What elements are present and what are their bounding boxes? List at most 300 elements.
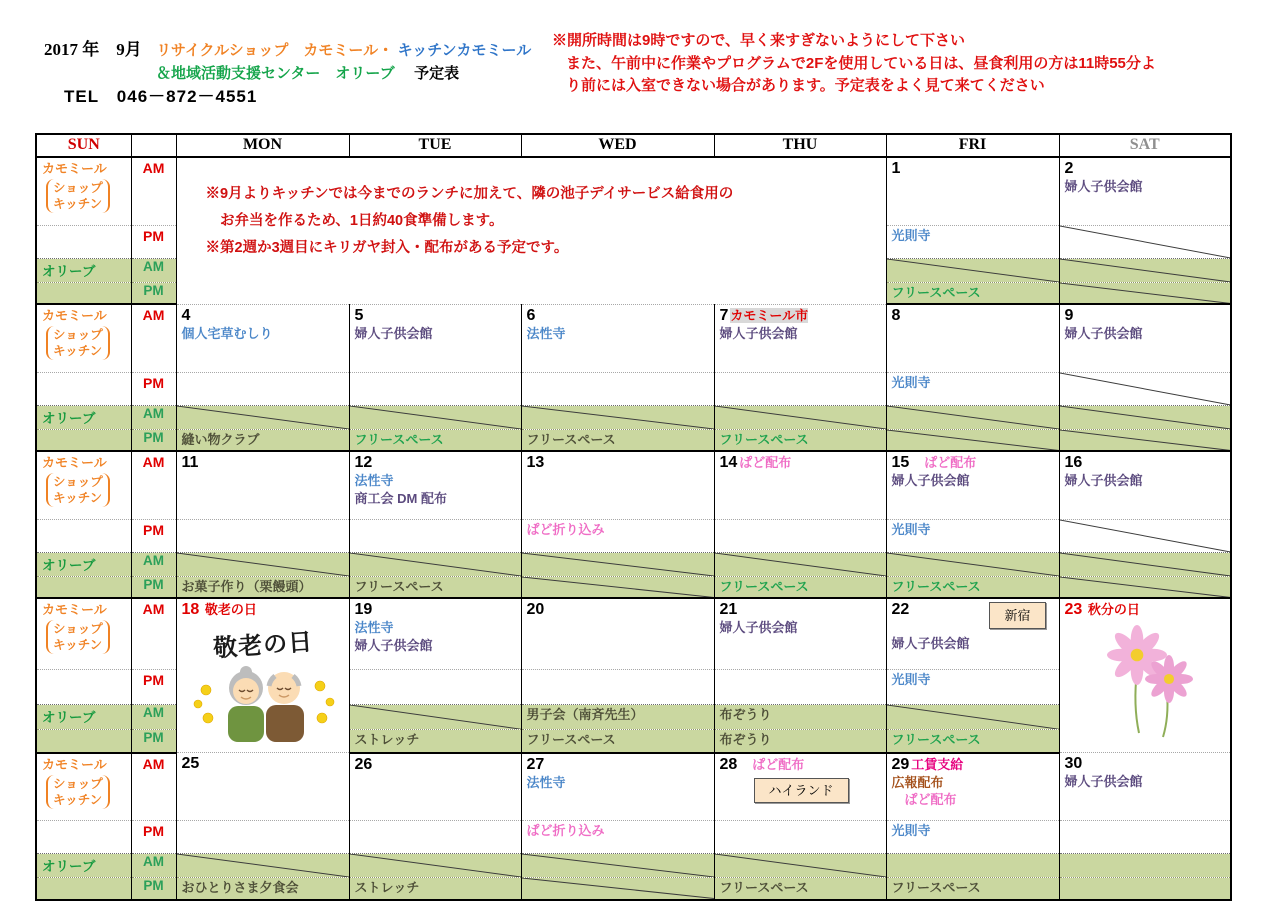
cell-mon-am xyxy=(176,451,349,519)
event-entry: 婦人子供会館 xyxy=(891,473,970,488)
shop-kitchen-bracket xyxy=(46,473,110,507)
closed-diagonal-line xyxy=(887,430,1059,451)
cell-thu-am xyxy=(714,451,886,519)
title-block xyxy=(44,38,531,109)
week-5-row xyxy=(36,878,1231,900)
cell-tue-olive-am xyxy=(349,405,521,429)
cell-sat-pm xyxy=(1059,225,1231,258)
olive-label: オリーブ xyxy=(42,263,96,279)
date-number: 14 xyxy=(719,454,738,471)
chamomile-label: カモミール xyxy=(42,161,107,176)
date-number: 7 xyxy=(719,306,729,324)
cosmos-illustration xyxy=(1085,623,1205,741)
closed-diagonal-line xyxy=(177,854,349,877)
kitchen-label: キッチン xyxy=(53,638,103,652)
event-entry: フリースペース xyxy=(891,578,981,594)
cell-wed-pm xyxy=(521,519,714,552)
pm-row-label: PM xyxy=(131,225,176,258)
cell-thu-pm xyxy=(714,669,886,704)
weekday-header-wed: WED xyxy=(521,134,714,157)
event-entry: フリースペース xyxy=(891,284,981,300)
event-entry: 婦人子供会館 xyxy=(1064,774,1143,789)
am-row-label: AM xyxy=(131,451,176,519)
event-entry: 婦人子供会館 xyxy=(891,636,970,651)
event-entry: 光則寺 xyxy=(891,823,931,838)
cell-fri-am xyxy=(886,451,1059,519)
closed-diagonal-line xyxy=(715,553,886,576)
title-center-name: ＆地域活動支援センター オリーブ xyxy=(156,65,395,82)
cell-sat-olive-am xyxy=(1059,552,1231,576)
closed-diagonal-line xyxy=(350,854,521,877)
date-number: 22 xyxy=(891,601,910,618)
shop-label: ショップ xyxy=(53,776,103,791)
closed-diagonal-line xyxy=(1060,406,1231,429)
date-number: 20 xyxy=(526,601,545,618)
date-number: 23 xyxy=(1064,601,1083,618)
weekday-header-tue: TUE xyxy=(349,134,521,157)
cell-mon-olive-pm xyxy=(176,576,349,598)
shop-label: ショップ xyxy=(53,622,103,636)
chamomile-label: カモミール xyxy=(42,756,107,772)
pm-row-label: PM xyxy=(131,372,176,405)
cell-fri-olive-am xyxy=(886,552,1059,576)
closed-diagonal-line xyxy=(1060,373,1231,405)
date-number: 25 xyxy=(181,755,200,772)
date-number: 2 xyxy=(1064,160,1074,177)
olive-label: オリーブ xyxy=(42,709,96,725)
kitchen-label: キッチン xyxy=(53,491,103,505)
cell-wed-olive-am xyxy=(521,704,714,729)
cell-tue-olive-pm xyxy=(349,878,521,900)
weekday-header-row xyxy=(36,134,1231,157)
cell-tue-am xyxy=(349,753,521,821)
cell-sat-olive-pm xyxy=(1059,282,1231,304)
cell-mon-olive-am xyxy=(176,552,349,576)
cell-thu-olive-pm xyxy=(714,429,886,451)
cell-fri-olive-pm xyxy=(886,878,1059,900)
weekday-header-sun: SUN xyxy=(36,134,131,157)
date-note: 工賃支給 xyxy=(911,756,964,772)
olive-pm-row-label: PM xyxy=(131,878,176,900)
olive-row-label xyxy=(36,854,131,878)
date-note: ぱど配布 xyxy=(739,455,792,470)
kitchen-notice-line: お弁当を作るため、1日約40食準備します。 xyxy=(205,213,504,229)
date-number: 19 xyxy=(354,601,373,618)
shop-label: ショップ xyxy=(53,328,103,342)
event-entry: 男子会（南斉先生） xyxy=(526,706,644,722)
week-3-row xyxy=(36,576,1231,598)
olive-am-row-label: AM xyxy=(131,405,176,429)
event-entry: 法性寺 xyxy=(354,473,394,488)
chamomile-label: カモミール xyxy=(42,602,107,617)
kitchen-label: キッチン xyxy=(53,792,103,807)
title-shop-name: リサイクルショップ カモミール・ xyxy=(156,42,394,59)
am-row-label: AM xyxy=(131,753,176,821)
week-3-row xyxy=(36,519,1231,552)
cell-tue-olive-pm xyxy=(349,729,521,752)
event-entry: 光則寺 xyxy=(891,227,931,243)
olive-row-label xyxy=(36,704,131,729)
chamomile-row-label-empty xyxy=(36,519,131,552)
event-entry: 光則寺 xyxy=(891,374,931,390)
cell-wed-am xyxy=(521,598,714,669)
olive-label: オリーブ xyxy=(42,557,96,573)
date-number: 18 xyxy=(181,601,200,618)
kitchen-label: キッチン xyxy=(53,197,103,211)
cell-sat-am xyxy=(1059,157,1231,225)
am-row-label: AM xyxy=(131,304,176,372)
date-number: 26 xyxy=(354,755,373,773)
week-1-row xyxy=(36,157,1231,225)
cell-sat-pm xyxy=(1059,372,1231,405)
olive-pm-row-label: PM xyxy=(131,282,176,304)
date-number: 11 xyxy=(181,454,199,471)
cell-sat-am xyxy=(1059,304,1231,372)
date-number: 5 xyxy=(354,306,364,324)
olive-row-label-empty xyxy=(36,878,131,900)
notice-line: また、午前中に作業やプログラムで2Fを使用している日は、昼食利用の方は11時55分よ xyxy=(566,54,1156,72)
closed-diagonal-line xyxy=(350,705,521,729)
cell-wed-olive-pm xyxy=(521,429,714,451)
cell-fri-am xyxy=(886,304,1059,372)
cell-wed-olive-am xyxy=(521,854,714,878)
cell-mon-olive-pm xyxy=(176,429,349,451)
olive-pm-row-label: PM xyxy=(131,576,176,598)
closed-diagonal-line xyxy=(887,553,1059,576)
shop-label: ショップ xyxy=(53,181,103,195)
title-suffix: 予定表 xyxy=(399,65,460,82)
cell-fri-olive-pm xyxy=(886,429,1059,451)
kitchen-notice-cell xyxy=(176,157,886,304)
cell-wed-olive-am xyxy=(521,405,714,429)
cell-sat-olive-pm xyxy=(1059,878,1231,900)
week-4-row xyxy=(36,598,1231,669)
holiday-cell-mon xyxy=(176,598,349,753)
cell-tue-pm xyxy=(349,519,521,552)
pm-row-label: PM xyxy=(131,519,176,552)
week-3-row xyxy=(36,451,1231,519)
cell-thu-pm xyxy=(714,519,886,552)
chamomile-label: カモミール xyxy=(42,455,107,470)
location-tag: ハイランド xyxy=(754,778,849,804)
event-entry: ぱど配布 xyxy=(891,792,957,807)
week-3-row xyxy=(36,552,1231,576)
cell-sat-pm xyxy=(1059,821,1231,854)
event-entry: 法性寺 xyxy=(526,774,566,790)
cell-tue-olive-am xyxy=(349,854,521,878)
cell-tue-olive-am xyxy=(349,704,521,729)
olive-row-label xyxy=(36,405,131,429)
date-number: 15 xyxy=(891,454,910,471)
cell-wed-pm xyxy=(521,821,714,854)
date-number: 16 xyxy=(1064,454,1083,471)
closed-diagonal-line xyxy=(887,259,1059,282)
keirou-calligraphy: 敬老の日 xyxy=(211,628,314,663)
olive-row-label-empty xyxy=(36,729,131,752)
closed-diagonal-line xyxy=(350,553,521,576)
date-number: 13 xyxy=(526,454,545,471)
date-note: カモミール市 xyxy=(730,307,809,323)
event-entry: おひとりさま夕食会 xyxy=(181,880,299,895)
week-2-row xyxy=(36,405,1231,429)
cell-thu-am xyxy=(714,598,886,669)
olive-label: オリーブ xyxy=(42,859,96,874)
cell-thu-olive-am xyxy=(714,552,886,576)
cell-fri-pm xyxy=(886,821,1059,854)
cell-mon-am xyxy=(176,304,349,372)
title-kitchen-name: キッチンカモミール xyxy=(397,42,532,59)
cell-sat-olive-pm xyxy=(1059,429,1231,451)
cell-fri-olive-pm xyxy=(886,729,1059,752)
closed-diagonal-line xyxy=(522,553,714,576)
chamomile-row-label-empty xyxy=(36,669,131,704)
date-number: 4 xyxy=(181,306,191,324)
event-entry: 広報配布 xyxy=(891,774,944,790)
closed-diagonal-line xyxy=(1060,577,1231,598)
cell-sat-olive-pm xyxy=(1059,576,1231,598)
kitchen-label: キッチン xyxy=(53,344,103,358)
cell-wed-am xyxy=(521,753,714,821)
olive-row-label-empty xyxy=(36,282,131,304)
cell-tue-am xyxy=(349,598,521,669)
closed-diagonal-line xyxy=(887,406,1059,429)
week-2-row xyxy=(36,372,1231,405)
cell-mon-olive-am xyxy=(176,405,349,429)
am-row-label: AM xyxy=(131,598,176,669)
title-year-month: 2017 年 9月 xyxy=(44,40,142,59)
olive-am-row-label: AM xyxy=(131,258,176,282)
event-entry: 布ぞうり xyxy=(719,706,772,722)
weekday-header-thu: THU xyxy=(714,134,886,157)
weekday-header-fri: FRI xyxy=(886,134,1059,157)
cell-thu-olive-pm xyxy=(714,576,886,598)
notice-line: り前には入室できない場合があります。予定表をよく見て来てください xyxy=(566,77,1045,94)
date-number: 27 xyxy=(526,755,545,773)
cell-thu-pm xyxy=(714,372,886,405)
weekday-header-blank xyxy=(131,134,176,157)
cell-mon-olive-pm xyxy=(176,878,349,900)
event-entry: フリースペース xyxy=(891,880,981,895)
closed-diagonal-line xyxy=(177,553,349,576)
event-entry: フリースペース xyxy=(719,880,809,895)
weekday-header-sat: SAT xyxy=(1059,134,1231,157)
closed-diagonal-line xyxy=(1060,259,1231,282)
closed-diagonal-line xyxy=(350,406,521,429)
chamomile-row-label xyxy=(36,451,131,519)
cell-tue-am xyxy=(349,451,521,519)
event-entry: フリースペース xyxy=(719,431,809,447)
title-line1 xyxy=(44,38,531,63)
cell-tue-pm xyxy=(349,669,521,704)
pm-row-label: PM xyxy=(131,821,176,854)
event-entry: フリースペース xyxy=(526,731,616,747)
closed-diagonal-line xyxy=(1060,430,1231,451)
event-entry: 婦人子供会館 xyxy=(719,620,798,635)
cell-fri-pm xyxy=(886,225,1059,258)
date-number: 28 xyxy=(719,755,738,773)
holiday-cell-sat xyxy=(1059,598,1231,753)
cell-thu-olive-pm xyxy=(714,729,886,752)
title-line2 xyxy=(156,63,531,85)
cell-fri-olive-am xyxy=(886,258,1059,282)
cell-thu-olive-pm xyxy=(714,878,886,900)
chamomile-row-label xyxy=(36,598,131,669)
shop-kitchen-bracket xyxy=(46,620,110,654)
am-row-label: AM xyxy=(131,157,176,225)
cell-fri-olive-pm xyxy=(886,576,1059,598)
phone-number: TEL 046－872－4551 xyxy=(64,87,258,106)
cell-fri-olive-am xyxy=(886,854,1059,878)
closed-diagonal-line xyxy=(715,854,886,877)
keirou-illustration xyxy=(184,660,342,746)
closed-diagonal-line xyxy=(887,705,1059,729)
weekday-header-mon: MON xyxy=(176,134,349,157)
cell-thu-olive-am xyxy=(714,854,886,878)
event-entry: 商工会 DM 配布 xyxy=(354,490,447,506)
cell-sat-olive-am xyxy=(1059,854,1231,878)
event-entry: 法性寺 xyxy=(354,620,394,635)
cell-tue-olive-am xyxy=(349,552,521,576)
cell-mon-pm xyxy=(176,372,349,405)
cell-tue-pm xyxy=(349,372,521,405)
cell-fri-pm xyxy=(886,669,1059,704)
shop-kitchen-bracket xyxy=(46,326,110,360)
closed-diagonal-line xyxy=(522,577,714,598)
cell-tue-pm xyxy=(349,821,521,854)
cell-fri-olive-am xyxy=(886,405,1059,429)
event-entry: ストレッチ xyxy=(354,880,420,895)
week-5-row xyxy=(36,821,1231,854)
olive-am-row-label: AM xyxy=(131,854,176,878)
chamomile-row-label-empty xyxy=(36,821,131,854)
date-note: ぱど配布 xyxy=(739,756,805,772)
olive-label: オリーブ xyxy=(42,410,96,426)
cell-fri-pm xyxy=(886,372,1059,405)
shop-kitchen-bracket xyxy=(46,179,110,213)
chamomile-row-label-empty xyxy=(36,225,131,258)
olive-am-row-label: AM xyxy=(131,704,176,729)
cell-wed-am xyxy=(521,304,714,372)
event-entry: フリースペース xyxy=(526,431,616,447)
date-number: 8 xyxy=(891,307,901,324)
event-entry: 婦人子供会館 xyxy=(354,325,433,341)
pm-row-label: PM xyxy=(131,669,176,704)
cell-fri-am xyxy=(886,753,1059,821)
olive-row-label-empty xyxy=(36,429,131,451)
week-2-row xyxy=(36,304,1231,372)
chamomile-row-label xyxy=(36,753,131,821)
event-entry: ストレッチ xyxy=(354,731,420,747)
cell-mon-olive-am xyxy=(176,854,349,878)
kitchen-notice-text xyxy=(182,159,881,262)
cell-fri-olive-am xyxy=(886,704,1059,729)
event-entry: フリースペース xyxy=(354,431,444,447)
olive-pm-row-label: PM xyxy=(131,729,176,752)
olive-row-label xyxy=(36,552,131,576)
cell-wed-am xyxy=(521,451,714,519)
cell-sat-pm xyxy=(1059,519,1231,552)
cell-sat-am xyxy=(1059,451,1231,519)
cell-thu-am xyxy=(714,304,886,372)
schedule-table xyxy=(35,133,1232,901)
event-entry: フリースペース xyxy=(719,578,809,594)
event-entry: 個人宅草むしり xyxy=(181,325,273,341)
closed-diagonal-line xyxy=(1060,553,1231,576)
cell-fri-pm xyxy=(886,519,1059,552)
cell-fri-olive-pm xyxy=(886,282,1059,304)
cell-wed-olive-pm xyxy=(521,729,714,752)
closed-diagonal-line xyxy=(522,406,714,429)
notice-line: ※開所時間は9時ですので、早く来すぎないようにして下さい xyxy=(552,32,966,49)
closed-diagonal-line xyxy=(715,406,886,429)
event-entry: 縫い物クラブ xyxy=(181,431,260,447)
event-entry: 婦人子供会館 xyxy=(719,325,798,341)
cell-tue-olive-pm xyxy=(349,429,521,451)
event-entry: お菓子作り（栗饅頭） xyxy=(181,578,312,594)
cell-sat-olive-am xyxy=(1059,405,1231,429)
cell-sat-am xyxy=(1059,753,1231,821)
date-number: 6 xyxy=(526,306,536,324)
event-entry: 婦人子供会館 xyxy=(354,637,433,653)
kitchen-notice-line: ※9月よりキッチンでは今までのランチに加えて、隣の池子デイサービス給食用の xyxy=(205,186,734,202)
date-number: 1 xyxy=(891,160,901,177)
olive-row-label-empty xyxy=(36,576,131,598)
event-entry: ぱど折り込み xyxy=(526,823,605,838)
event-entry: ぱど折り込み xyxy=(526,521,605,537)
closed-diagonal-line xyxy=(1060,520,1231,552)
closed-diagonal-line xyxy=(177,406,349,429)
event-entry: 婦人子供会館 xyxy=(1064,473,1143,488)
event-entry: 布ぞうり xyxy=(719,731,772,747)
cell-tue-olive-pm xyxy=(349,576,521,598)
olive-pm-row-label: PM xyxy=(131,429,176,451)
cell-thu-pm xyxy=(714,821,886,854)
olive-row-label xyxy=(36,258,131,282)
cell-wed-pm xyxy=(521,669,714,704)
event-entry: 婦人子供会館 xyxy=(1064,326,1143,341)
date-number: 29 xyxy=(891,755,910,773)
shop-kitchen-bracket xyxy=(46,775,110,809)
cell-mon-pm xyxy=(176,519,349,552)
cell-wed-olive-pm xyxy=(521,878,714,900)
event-entry: 光則寺 xyxy=(891,521,931,537)
cell-thu-am xyxy=(714,753,886,821)
event-entry: フリースペース xyxy=(891,731,981,747)
date-number: 30 xyxy=(1064,755,1083,772)
date-number: 21 xyxy=(719,601,738,618)
event-entry: 光則寺 xyxy=(891,671,931,687)
closed-diagonal-line xyxy=(522,854,714,877)
cell-wed-olive-pm xyxy=(521,576,714,598)
cell-fri-am xyxy=(886,157,1059,225)
chamomile-row-label xyxy=(36,304,131,372)
closed-diagonal-line xyxy=(1060,226,1231,258)
cell-thu-olive-am xyxy=(714,704,886,729)
cell-mon-pm xyxy=(176,821,349,854)
kitchen-notice-line: ※第2週か3週目にキリガヤ封入・配布がある予定です。 xyxy=(205,240,569,256)
date-number: 12 xyxy=(354,454,373,471)
cell-sat-olive-am xyxy=(1059,258,1231,282)
shop-label: ショップ xyxy=(53,475,103,489)
week-5-row xyxy=(36,854,1231,878)
cell-mon-am xyxy=(176,753,349,821)
chamomile-row-label xyxy=(36,157,131,225)
olive-am-row-label: AM xyxy=(131,552,176,576)
week-2-row xyxy=(36,429,1231,451)
event-entry: 法性寺 xyxy=(526,325,566,341)
holiday-name: 秋分の日 xyxy=(1084,602,1140,617)
closed-diagonal-line xyxy=(1060,283,1231,304)
